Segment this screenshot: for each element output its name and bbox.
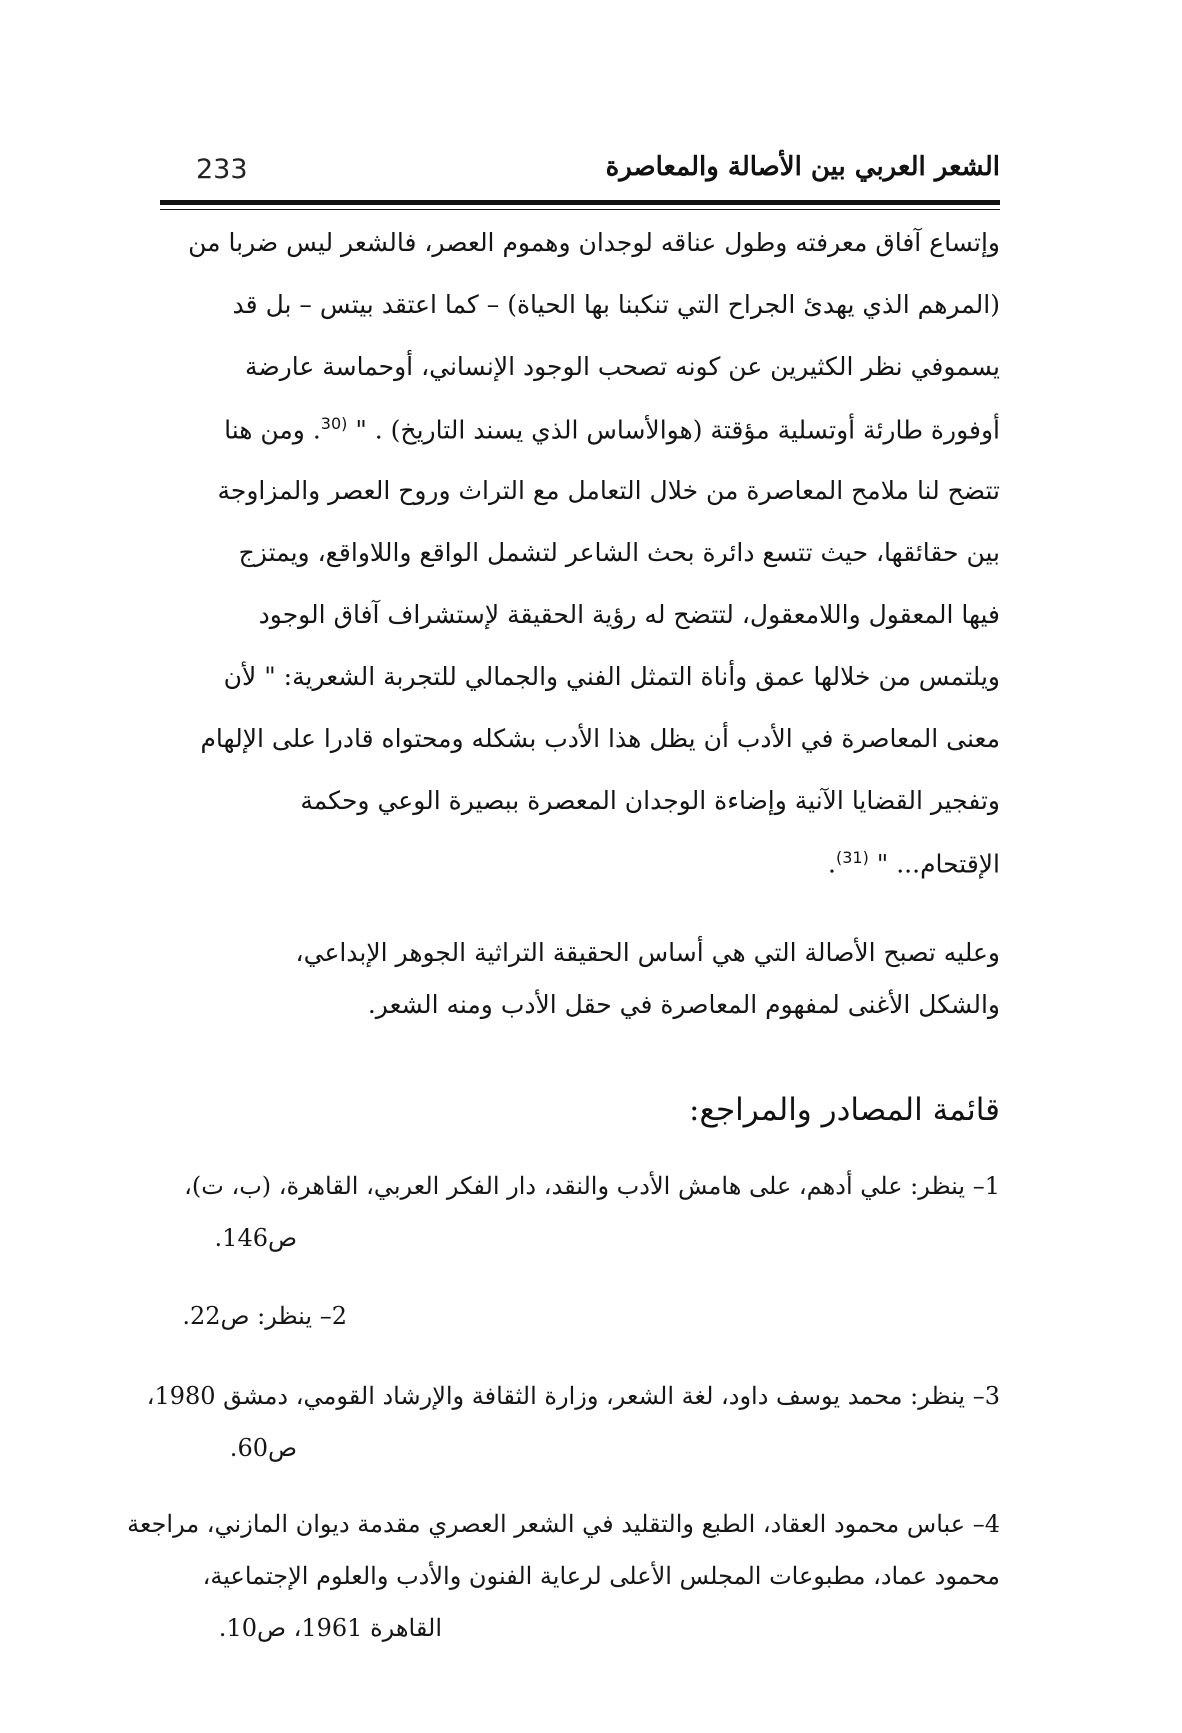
body-line-4	[224, 414, 1000, 445]
reference-4-line-3: القاهرة 1961، ص10.	[218, 1614, 442, 1642]
conclusion-line-2: والشكل الأغنى لمفهوم المعاصرة في حقل الأدب ومنه الشعر.	[367, 990, 1000, 1019]
body-line-2: (المرهم الذي يهدئ الجراح التي تنكبنا بها الحياة) – كما اعتقد بيتس – بل قد	[232, 290, 1000, 319]
header-rule-thick	[160, 200, 1000, 205]
page-header	[160, 150, 1000, 194]
page-number: 233	[196, 154, 248, 185]
conclusion-line-1: وعليه تصبح الأصالة التي هي أساس الحقيقة التراثية الجوهر الإبداعي،	[295, 938, 1000, 967]
body-line-8: ويلتمس من خلالها عمق وأناة التمثل الفني والجمالي للتجربة الشعرية: " لأن	[223, 662, 1000, 691]
body-line-9: معنى المعاصرة في الأدب أن يظل هذا الأدب بشكله ومحتواه قادرا على الإلهام	[200, 724, 1000, 753]
reference-4-line-1: 4– عباس محمود العقاد، الطبع والتقليد في الشعر العصري مقدمة ديوان المازني، مراجعة	[127, 1510, 1000, 1538]
body-line-5: تتضح لنا ملامح المعاصرة من خلال التعامل مع التراث وروح العصر والمزاوجة	[217, 476, 1000, 505]
footnote-ref-31: (31)	[835, 848, 869, 867]
footnote-ref-30: (30	[320, 414, 348, 433]
body-line-6: بين حقائقها، حيث تتسع دائرة بحث الشاعر لتشمل الواقع واللاواقع، ويمتزج	[238, 538, 1000, 567]
reference-2-line-1: 2– ينظر: ص22.	[182, 1302, 347, 1330]
references-heading: قائمة المصادر والمراجع:	[689, 1092, 1000, 1128]
body-line-7: فيها المعقول واللامعقول، لتتضح له رؤية الحقيقة لإستشراف آفاق الوجود	[258, 600, 1000, 629]
body-line-11	[828, 848, 1000, 879]
running-title: الشعر العربي بين الأصالة والمعاصرة	[605, 152, 1000, 182]
reference-3-line-1: 3– ينظر: محمد يوسف داود، لغة الشعر، وزارة الثقافة والإرشاد القومي، دمشق 1980،	[146, 1382, 1000, 1410]
body-line-4-text: أوفورة طارئة أوتسلية مؤقتة (هوالأساس الذي يسند التاريخ) . "	[355, 415, 1000, 445]
reference-4-line-2: محمود عماد، مطبوعات المجلس الأعلى لرعاية الفنون والأدب والعلوم الإجتماعية،	[202, 1562, 1000, 1590]
body-line-11-text: الإقتحام... "	[876, 849, 1000, 879]
body-line-3: يسموفي نظر الكثيرين عن كونه تصحب الوجود الإنساني، أوحماسة عارضة	[245, 352, 1000, 381]
reference-1-line-2: ص146.	[214, 1224, 297, 1252]
body-line-10: وتفجير القضايا الآنية وإضاءة الوجدان المعصرة ببصيرة الوعي وحكمة	[300, 786, 1000, 815]
body-line-1: وإتساع آفاق معرفته وطول عناقه لوجدان وهموم العصر، فالشعر ليس ضربا من	[188, 228, 1000, 257]
header-rule-thin	[160, 209, 1000, 210]
body-line-4-tail: . ومن هنا	[224, 415, 321, 445]
reference-3-line-2: ص60.	[229, 1434, 297, 1462]
body-line-11-tail: .	[828, 849, 836, 879]
reference-1-line-1: 1– ينظر: علي أدهم، على هامش الأدب والنقد، دار الفكر العربي، القاهرة، (ب، ت)،	[184, 1172, 1000, 1200]
